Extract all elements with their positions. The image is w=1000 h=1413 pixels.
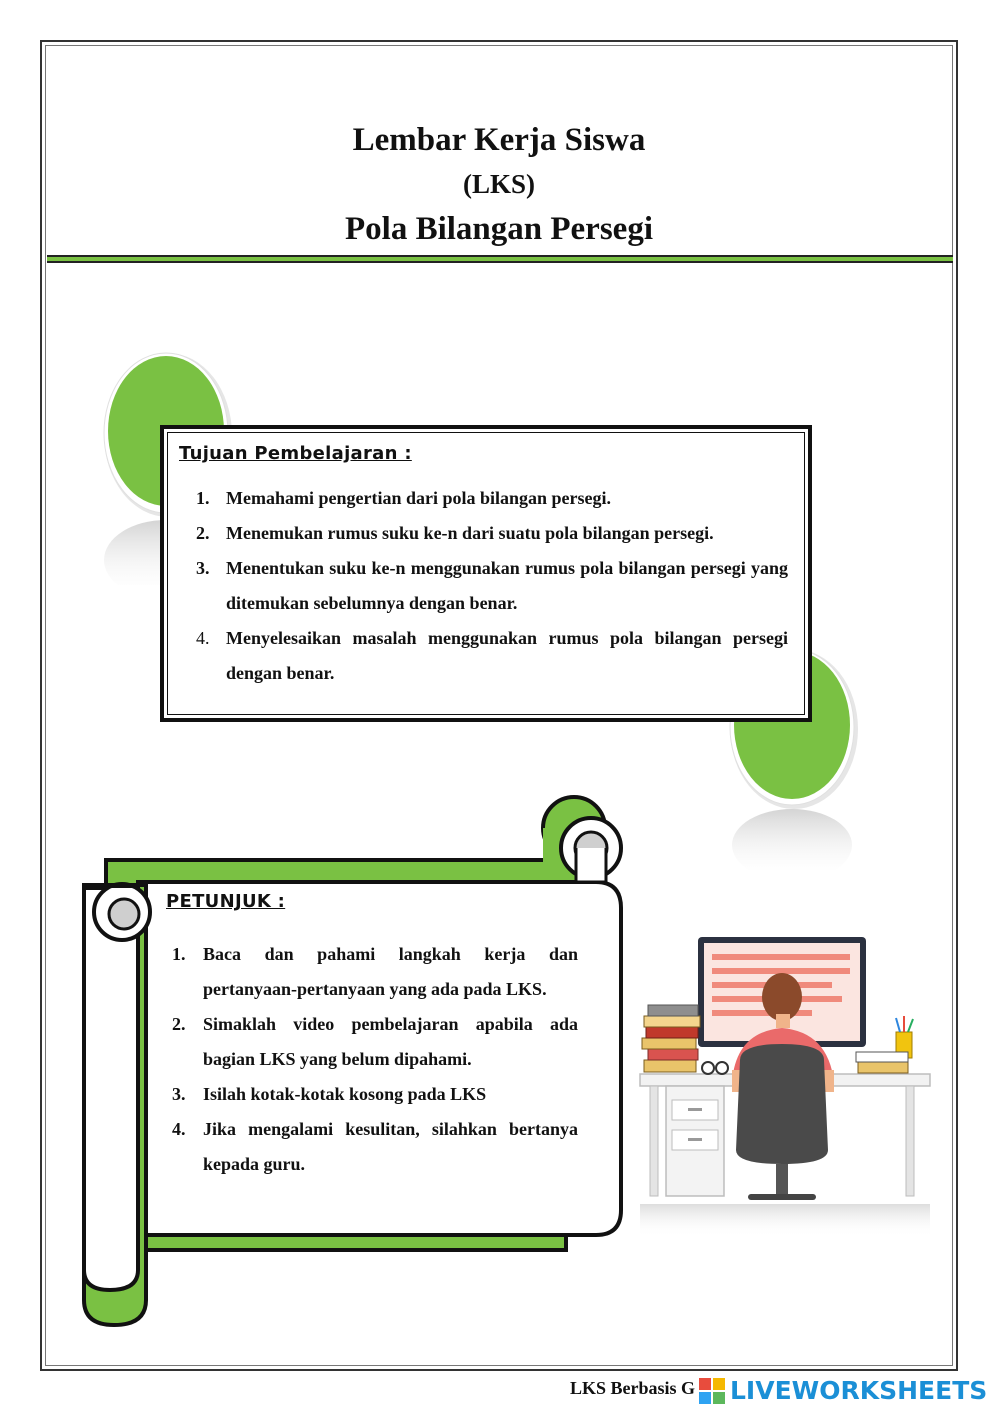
list-item: [168, 1077, 578, 1112]
list-item-text: Jika mengalami kesulitan, silahkan bertanya kepada guru.: [203, 1119, 578, 1174]
list-item-number: 3.: [196, 558, 210, 578]
list-item-text: Isilah kotak-kotak kosong pada LKS: [203, 1084, 487, 1104]
worksheet-title: Lembar Kerja Siswa: [352, 122, 646, 158]
student-computer-illustration: [636, 932, 936, 1237]
title-block: [45, 118, 953, 252]
list-item-text: Menentukan suku ke-n menggunakan rumus pola bilangan persegi yang ditemukan sebelumnya dengan benar.: [226, 558, 788, 613]
list-item-number: 1.: [196, 488, 210, 508]
instructions-heading: PETUNJUK :: [166, 891, 286, 912]
footer-text: LKS Berbasis G: [570, 1378, 696, 1398]
list-item: [188, 621, 788, 691]
instructions-list: [168, 937, 578, 1182]
list-item-text: Simaklah video pembelajaran apabila ada bagian LKS yang belum dipahami.: [203, 1014, 578, 1069]
list-item-text: Menyelesaikan masalah menggunakan rumus pola bilangan persegi dengan benar.: [226, 628, 788, 683]
list-item-number: 3.: [172, 1084, 186, 1104]
list-item: [168, 1112, 578, 1182]
list-item-number: 4.: [196, 628, 210, 648]
watermark-text: LIVEWORKSHEETS: [730, 1376, 988, 1405]
list-item: [168, 1007, 578, 1077]
worksheet-topic: Pola Bilangan Persegi: [345, 211, 653, 247]
list-item-text: Menemukan rumus suku ke-n dari suatu pola bilangan persegi.: [226, 523, 714, 543]
header-divider: [47, 255, 953, 263]
liveworksheets-watermark[interactable]: [698, 1376, 987, 1405]
liveworksheets-logo-icon: [698, 1377, 726, 1405]
learning-objectives-box: [160, 425, 812, 722]
list-item: [188, 481, 788, 516]
list-item-number: 2.: [172, 1014, 186, 1034]
learning-objectives-list: [188, 481, 788, 691]
list-item: [188, 516, 788, 551]
list-item: [168, 937, 578, 1007]
list-item-number: 4.: [172, 1119, 186, 1139]
worksheet-abbreviation: (LKS): [462, 169, 535, 199]
list-item-number: 1.: [172, 944, 186, 964]
list-item-text: Baca dan pahami langkah kerja dan pertanyaan-pertanyaan yang ada pada LKS.: [203, 944, 578, 999]
list-item-text: Memahami pengertian dari pola bilangan persegi.: [226, 488, 612, 508]
list-item-number: 2.: [196, 523, 210, 543]
list-item: [188, 551, 788, 621]
learning-objectives-heading: Tujuan Pembelajaran :: [179, 443, 412, 464]
